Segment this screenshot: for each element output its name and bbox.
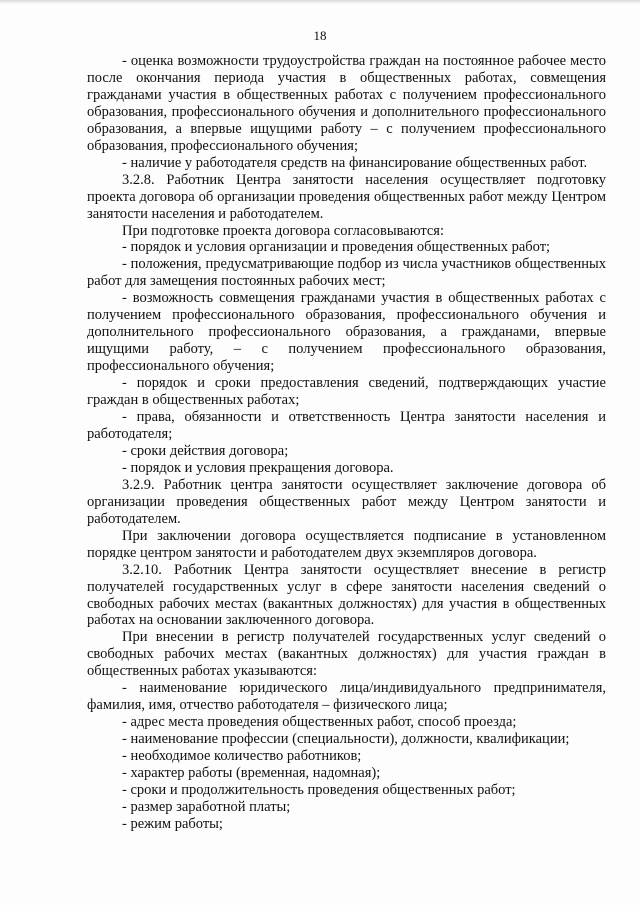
scan-top-edge: [0, 0, 640, 4]
paragraph: - характер работы (временная, надомная);: [122, 765, 381, 782]
paragraph: При подготовке проекта договора согласовываются:: [122, 222, 445, 239]
paragraph: При заключении договора осуществляется подписание в установленном порядке центром занятости и работодателем двух экземпляров договора.: [87, 527, 606, 561]
paragraph: - возможность совмещения гражданами участия в общественных работах с получением профессионального образования, профессионального обучения и дополнительного профессионального образования, а гражданами, впервые ищущими работу, – с получением профессионального образования, профессионального обучения;: [87, 290, 606, 375]
paragraph: - наименование юридического лица/индивидуального предпринимателя, фамилия, имя, отчество работодателя – физического лица;: [87, 680, 606, 714]
paragraph: 3.2.8. Работник Центра занятости населения осуществляет подготовку проекта договора об организации проведения общественных работ между Центром занятости населения и работодателем.: [87, 171, 606, 222]
paragraph: При внесении в регистр получателей государственных услуг сведений о свободных рабочих местах (вакантных должностях) для участия граждан в общественных работах указываются:: [87, 629, 606, 680]
paragraph: - необходимое количество работников;: [122, 748, 362, 765]
paragraph: - оценка возможности трудоустройства граждан на постоянное рабочее место после окончания периода участия в общественных работах, совмещения гражданами участия в общественных работах с получением профессионального образования, профессионального обучения и дополнительного профессионального образования, а впервые ищущими работу – с получением профессионального образования, профессионального обучения;: [87, 53, 606, 154]
paragraph: - режим работы;: [122, 815, 223, 832]
paragraph: - сроки действия договора;: [122, 442, 289, 459]
paragraph: - порядок и условия организации и проведения общественных работ;: [122, 239, 551, 256]
paragraph: - адрес места проведения общественных работ, способ проезда;: [122, 714, 517, 731]
page-number: 18: [313, 28, 327, 43]
paragraph: - положения, предусматривающие подбор из числа участников общественных работ для замещения постоянных рабочих мест;: [87, 256, 606, 290]
paragraph: - права, обязанности и ответственность Центра занятости населения и работодателя;: [87, 409, 606, 442]
paragraph: - размер заработной платы;: [122, 798, 291, 815]
paragraph: - наличие у работодателя средств на финансирование общественных работ.: [122, 154, 588, 171]
paragraph: 3.2.9. Работник центра занятости осуществляет заключение договора об организации проведения общественных работ между Центром занятости и работодателем.: [87, 476, 606, 527]
paragraph: - порядок и сроки предоставления сведений, подтверждающих участие граждан в общественных работах;: [87, 375, 606, 409]
document-body: [87, 53, 606, 833]
paragraph: - сроки и продолжительность проведения общественных работ;: [122, 781, 516, 798]
paragraph: - порядок и условия прекращения договора.: [122, 459, 394, 476]
paragraph: - наименование профессии (специальности), должности, квалификации;: [122, 731, 570, 748]
paragraph: 3.2.10. Работник Центра занятости осуществляет внесение в регистр получателей государственных услуг в сфере занятости населения сведений о свободных рабочих местах (вакантных должностях) для участия в общественных работах на основании заключенного договора.: [87, 561, 606, 629]
